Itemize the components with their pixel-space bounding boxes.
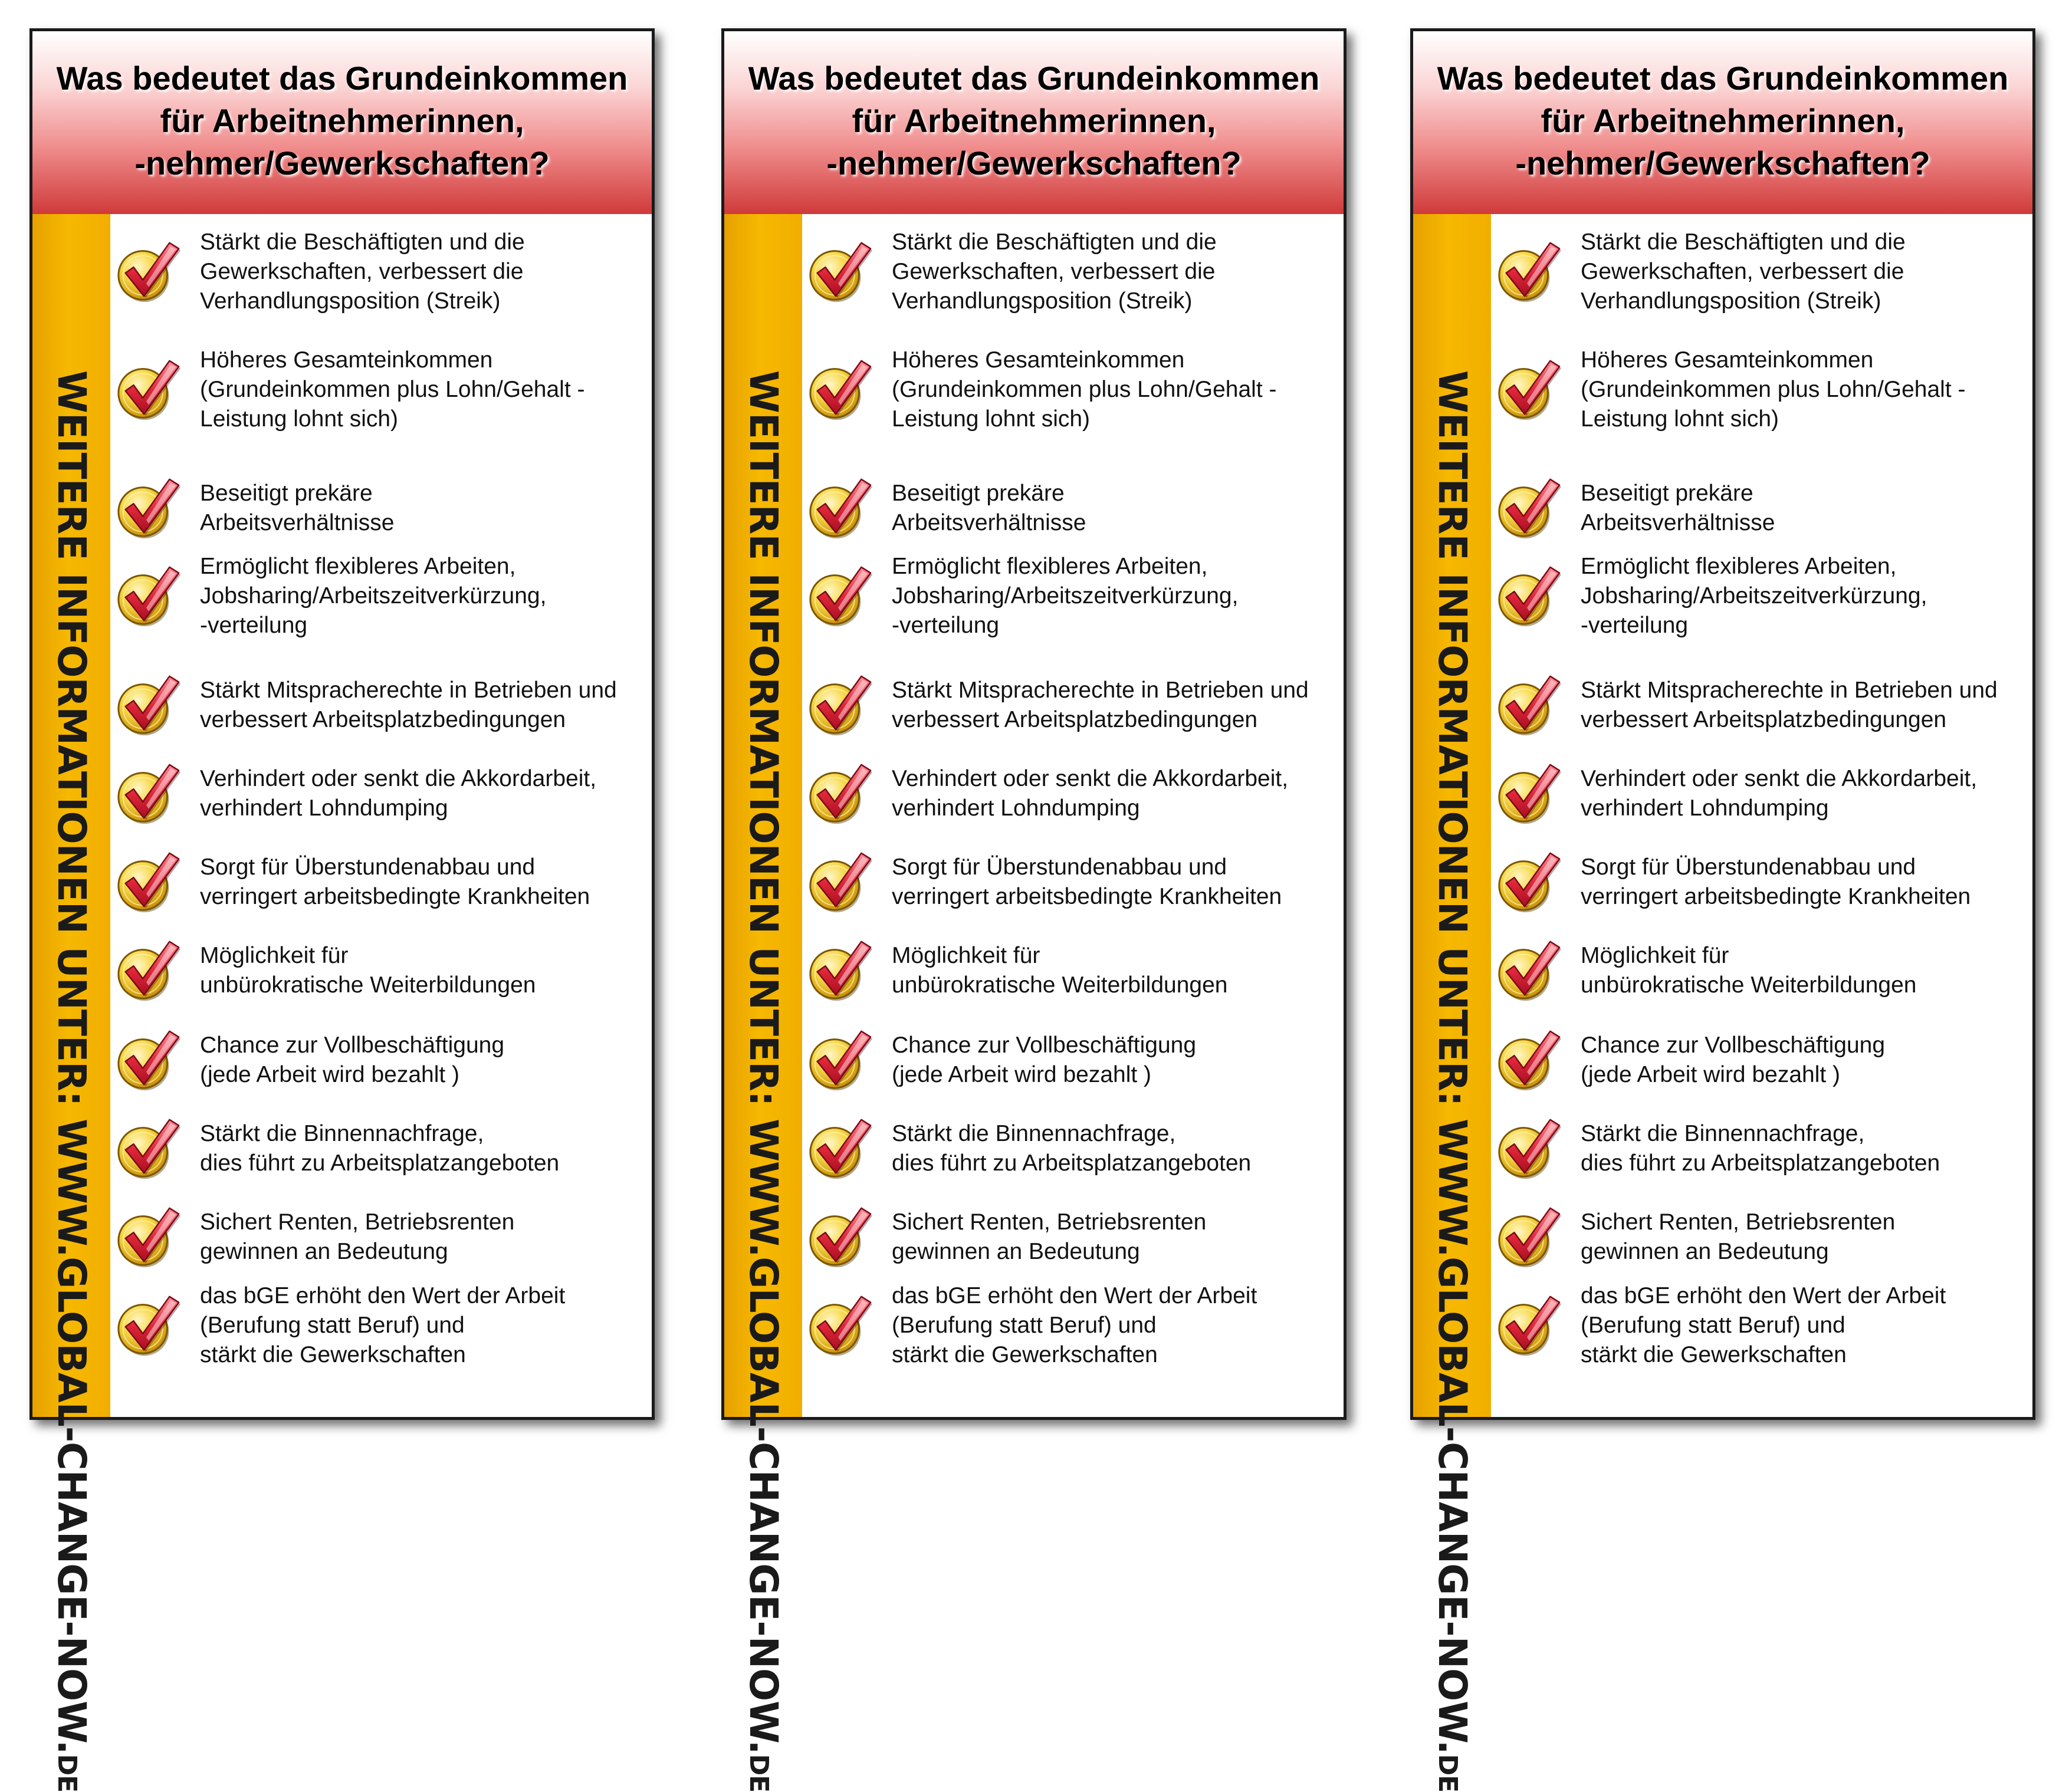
benefit-list (110, 214, 652, 1417)
checkmark-icon (114, 1202, 183, 1272)
benefit-item (1491, 761, 2032, 826)
benefit-text: Sichert Renten, Betriebsrenten gewinnen an Bedeutung (892, 1209, 1207, 1264)
benefit-text: das bGE erhöht den Wert der Arbeit (Berufung statt Beruf) und stärkt die Gewerkschaften (892, 1283, 1257, 1367)
benefit-item (110, 1028, 652, 1093)
card-title-line: -nehmer/Gewerkschaften? (1515, 144, 1930, 182)
checkmark-icon (114, 936, 183, 1005)
flyer-card (29, 28, 655, 1792)
benefit-text: Möglichkeit für unbürokratische Weiterbildungen (892, 943, 1228, 998)
benefit-item (802, 1116, 1344, 1181)
checkmark-icon (114, 1025, 183, 1095)
checkmark-icon (114, 355, 183, 425)
benefit-text: Chance zur Vollbeschäftigung (jede Arbeit wird bezahlt ) (892, 1033, 1197, 1087)
checkmark-icon (1495, 1114, 1564, 1183)
benefit-item (110, 1116, 652, 1181)
benefit-item (802, 476, 1344, 541)
checkmark-icon (114, 1114, 183, 1183)
checkmark-icon (1495, 936, 1564, 1005)
website-info-main: WEITERE INFORMATIONEN UNTER: WWW.GLOBAL-CHANGE-NOW. (741, 370, 786, 1754)
benefit-text: Stärkt die Beschäftigten und die Gewerkschaften, verbessert die Verhandlungsposition (Streik) (1581, 229, 1906, 314)
benefit-text: Sorgt für Überstundenabbau und verringert arbeitsbedingte Krankheiten (200, 854, 590, 909)
checkmark-icon (806, 474, 875, 543)
checkmark-icon (114, 847, 183, 917)
card-title-line: für Arbeitnehmerinnen, (852, 102, 1216, 139)
benefit-item (110, 673, 652, 738)
card-header (1413, 31, 2032, 214)
benefit-text: Verhindert oder senkt die Akkordarbeit, verhindert Lohndumping (1581, 766, 1978, 821)
benefit-text: das bGE erhöht den Wert der Arbeit (Berufung statt Beruf) und stärkt die Gewerkschaften (1581, 1283, 1946, 1367)
checkmark-icon (114, 237, 183, 307)
checkmark-icon (806, 561, 875, 631)
benefit-item (1491, 1205, 2032, 1270)
benefit-item (802, 1028, 1344, 1093)
benefit-text: Möglichkeit für unbürokratische Weiterbildungen (1581, 943, 1917, 998)
side-info-band (1413, 214, 1491, 1792)
benefit-item (110, 1281, 652, 1370)
benefit-text: Höheres Gesamteinkommen (Grundeinkommen plus Lohn/Gehalt - Leistung lohnt sich) (200, 347, 585, 432)
website-info-tld: DE (1433, 1754, 1463, 1792)
benefit-item (802, 938, 1344, 1003)
checkmark-icon (1495, 1025, 1564, 1095)
checkmark-icon (806, 1202, 875, 1272)
flyer-card (721, 28, 1347, 1792)
card-title-line: Was bedeutet das Grundeinkommen (56, 60, 628, 97)
benefit-item (110, 938, 652, 1003)
benefit-text: Höheres Gesamteinkommen (Grundeinkommen plus Lohn/Gehalt - Leistung lohnt sich) (892, 347, 1277, 432)
card-title-line: -nehmer/Gewerkschaften? (826, 144, 1242, 182)
benefit-text: Verhindert oder senkt die Akkordarbeit, verhindert Lohndumping (200, 766, 597, 821)
benefit-text: Stärkt Mitspracherechte in Betrieben und verbessert Arbeitsplatzbedingungen (1581, 678, 1998, 732)
benefit-text: Stärkt die Binnennachfrage, dies führt zu Arbeitsplatzangeboten (892, 1121, 1252, 1176)
benefit-item (1491, 231, 2032, 313)
benefit-item (1491, 555, 2032, 637)
benefit-item (802, 348, 1344, 431)
benefit-text: Beseitigt prekäre Arbeitsverhältnisse (892, 481, 1086, 535)
checkmark-icon (114, 670, 183, 740)
benefit-text: Höheres Gesamteinkommen (Grundeinkommen plus Lohn/Gehalt - Leistung lohnt sich) (1581, 347, 1966, 432)
checkmark-icon (114, 759, 183, 828)
card-title-line: -nehmer/Gewerkschaften? (134, 144, 550, 182)
benefit-text: Beseitigt prekäre Arbeitsverhältnisse (1581, 481, 1775, 535)
benefit-item (1491, 348, 2032, 431)
checkmark-icon (806, 1025, 875, 1095)
benefit-text: Ermöglicht flexibleres Arbeiten, Jobsharing/Arbeitszeitverkürzung, -verteilung (200, 554, 547, 638)
checkmark-icon (1495, 1202, 1564, 1272)
benefit-item (802, 1281, 1344, 1370)
benefit-text: Stärkt die Binnennachfrage, dies führt zu Arbeitsplatzangeboten (1581, 1121, 1940, 1176)
benefit-item (110, 348, 652, 431)
benefit-list (802, 214, 1344, 1417)
benefit-text: Ermöglicht flexibleres Arbeiten, Jobsharing/Arbeitszeitverkürzung, -verteilung (892, 554, 1239, 638)
benefit-text: Stärkt die Beschäftigten und die Gewerkschaften, verbessert die Verhandlungsposition (Streik) (200, 229, 525, 314)
checkmark-icon (1495, 1291, 1564, 1360)
benefit-item (1491, 1281, 2032, 1370)
card-title-line: Was bedeutet das Grundeinkommen (1437, 60, 2009, 97)
benefit-text: Beseitigt prekäre Arbeitsverhältnisse (200, 481, 395, 535)
checkmark-icon (114, 474, 183, 543)
website-info-main: WEITERE INFORMATIONEN UNTER: WWW.GLOBAL-CHANGE-NOW. (1430, 370, 1475, 1754)
benefit-item (802, 1205, 1344, 1270)
checkmark-icon (806, 355, 875, 425)
card-title (730, 57, 1338, 185)
checkmark-icon (114, 1291, 183, 1360)
website-info-text (1426, 370, 1479, 1792)
benefit-list (1491, 214, 2032, 1417)
benefit-item (1491, 850, 2032, 915)
checkmark-icon (1495, 355, 1564, 425)
checkmark-icon (806, 936, 875, 1005)
card-title (38, 57, 646, 185)
benefit-text: Verhindert oder senkt die Akkordarbeit, verhindert Lohndumping (892, 766, 1289, 821)
benefit-item (110, 476, 652, 541)
checkmark-icon (806, 759, 875, 828)
checkmark-icon (114, 561, 183, 631)
checkmark-icon (806, 847, 875, 917)
checkmark-icon (806, 1114, 875, 1183)
benefit-text: Sichert Renten, Betriebsrenten gewinnen an Bedeutung (1581, 1209, 1896, 1264)
checkmark-icon (1495, 670, 1564, 740)
benefit-text: Ermöglicht flexibleres Arbeiten, Jobsharing/Arbeitszeitverkürzung, -verteilung (1581, 554, 1927, 638)
benefit-text: Chance zur Vollbeschäftigung (jede Arbeit wird bezahlt ) (200, 1033, 505, 1087)
benefit-item (802, 761, 1344, 826)
benefit-text: Sichert Renten, Betriebsrenten gewinnen an Bedeutung (200, 1209, 515, 1264)
website-info-text (737, 370, 790, 1792)
card-header (32, 31, 652, 214)
benefit-text: Stärkt die Beschäftigten und die Gewerkschaften, verbessert die Verhandlungsposition (Streik) (892, 229, 1217, 314)
website-info-main: WEITERE INFORMATIONEN UNTER: WWW.GLOBAL-CHANGE-NOW. (49, 370, 94, 1754)
website-info-tld: DE (744, 1754, 774, 1792)
benefit-text: Chance zur Vollbeschäftigung (jede Arbeit wird bezahlt ) (1581, 1033, 1886, 1087)
benefit-item (110, 1205, 652, 1270)
benefit-item (1491, 1116, 2032, 1181)
card-title-line: für Arbeitnehmerinnen, (1541, 102, 1905, 139)
card-title-line: für Arbeitnehmerinnen, (160, 102, 524, 139)
checkmark-icon (1495, 847, 1564, 917)
benefit-text: Stärkt Mitspracherechte in Betrieben und verbessert Arbeitsplatzbedingungen (892, 678, 1309, 732)
benefit-text: Stärkt Mitspracherechte in Betrieben und verbessert Arbeitsplatzbedingungen (200, 678, 617, 732)
benefit-text: Möglichkeit für unbürokratische Weiterbildungen (200, 943, 536, 998)
card-header (724, 31, 1344, 214)
benefit-item (802, 231, 1344, 313)
checkmark-icon (806, 237, 875, 307)
checkmark-icon (806, 1291, 875, 1360)
checkmark-icon (1495, 237, 1564, 307)
benefit-item (110, 555, 652, 637)
checkmark-icon (1495, 561, 1564, 631)
card-title (1419, 57, 2027, 185)
benefit-item (110, 850, 652, 915)
benefit-item (1491, 673, 2032, 738)
checkmark-icon (1495, 759, 1564, 828)
flyer-card (1410, 28, 2035, 1792)
benefit-item (110, 761, 652, 826)
benefit-item (1491, 938, 2032, 1003)
side-info-band (32, 214, 110, 1792)
benefit-text: Stärkt die Binnennachfrage, dies führt zu Arbeitsplatzangeboten (200, 1121, 560, 1176)
benefit-item (1491, 1028, 2032, 1093)
side-info-band (724, 214, 802, 1792)
website-info-text (45, 370, 98, 1792)
benefit-text: das bGE erhöht den Wert der Arbeit (Berufung statt Beruf) und stärkt die Gewerkschaften (200, 1283, 566, 1367)
benefit-item (802, 850, 1344, 915)
card-title-line: Was bedeutet das Grundeinkommen (748, 60, 1320, 97)
website-info-tld: DE (52, 1754, 82, 1792)
benefit-item (1491, 476, 2032, 541)
benefit-text: Sorgt für Überstundenabbau und verringert arbeitsbedingte Krankheiten (1581, 854, 1971, 909)
checkmark-icon (806, 670, 875, 740)
checkmark-icon (1495, 474, 1564, 543)
benefit-text: Sorgt für Überstundenabbau und verringert arbeitsbedingte Krankheiten (892, 854, 1282, 909)
benefit-item (110, 231, 652, 313)
benefit-item (802, 555, 1344, 637)
benefit-item (802, 673, 1344, 738)
